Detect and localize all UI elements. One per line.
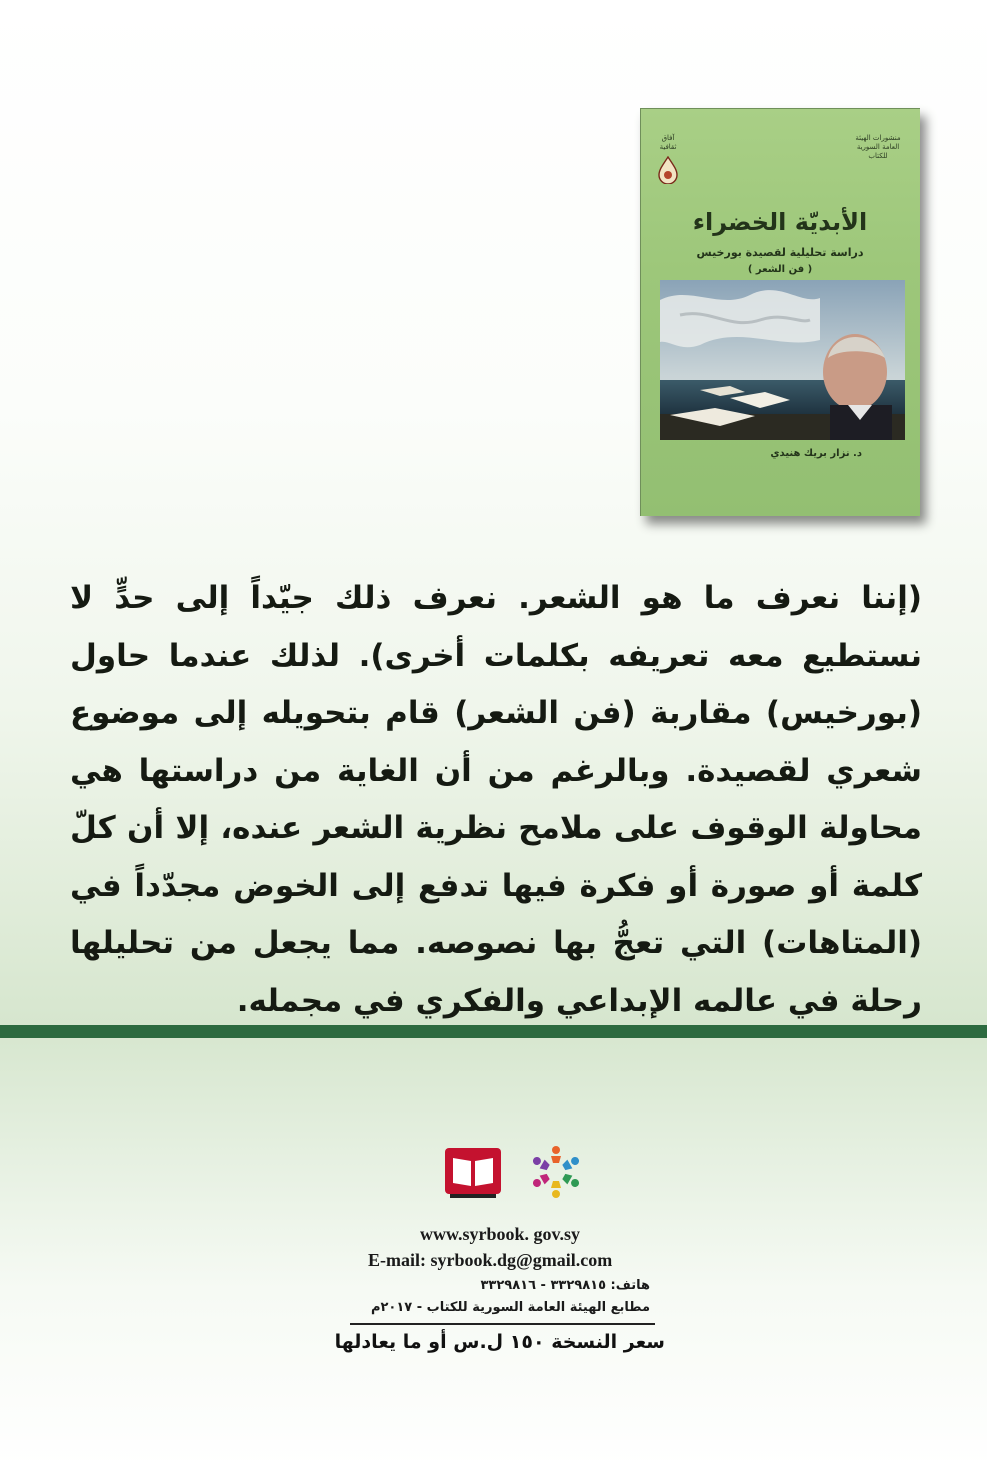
cover-painting (660, 280, 905, 440)
cover-series-label: آفاق ثقافية (659, 134, 677, 151)
publisher-phone: هاتف: ٣٣٢٩٨١٥ - ٣٣٢٩٨١٦ (480, 1278, 650, 1293)
book-cover-thumbnail (640, 108, 920, 516)
green-divider (0, 1025, 987, 1038)
cover-subtitle-2: ( فن الشعر ) (747, 264, 813, 275)
price-rule (350, 1323, 655, 1325)
cover-series-badge (654, 134, 682, 184)
cover-author: د. نزار بريك هنيدي (770, 448, 862, 459)
back-cover-blurb: (إننا نعرف ما هو الشعر. نعرف ذلك جيّداً إلى حدٍّ لا نستطيع معه تعريفه بكلمات أخرى). لذلك عندما حاول (بورخيس) مقاربة (فن الشعر) قام بتحويله إلى موضوع شعري لقصيدة. وبالرغم من أن الغاية من دراستها هي محاولة الوقوف على ملامح نظرية الشعر عنده، إلا أن كلّ كلمة أو صورة أو فكرة فيها تدفع إلى الخوض مجدّداً في (المتاهات) التي تعجُّ بها نصوصه. مما يجعل من تحليلها رحلة في عالمه الإبداعي والفكري في مجمله. (70, 580, 922, 1019)
publisher-email: E-mail: syrbook.dg@gmail.com (368, 1250, 613, 1270)
cover-title: الأبديّة الخضراء (692, 208, 868, 236)
publisher-website: www.syrbook. gov.sy (420, 1224, 581, 1244)
price-line: سعر النسخة ١٥٠ ل.س أو ما يعادلها (334, 1331, 665, 1353)
drop-emblem-icon (657, 156, 679, 184)
cover-publisher-label: منشورات الهيئة العامة السورية للكتاب (855, 134, 901, 160)
cover-subtitle: دراسة تحليلية لقصيدة بورخيس (696, 246, 864, 259)
printer-line: مطابع الهيئة العامة السورية للكتاب - ٢٠١٧م (370, 1300, 650, 1315)
open-book-icon (442, 1146, 504, 1200)
people-circle-icon (522, 1138, 590, 1202)
